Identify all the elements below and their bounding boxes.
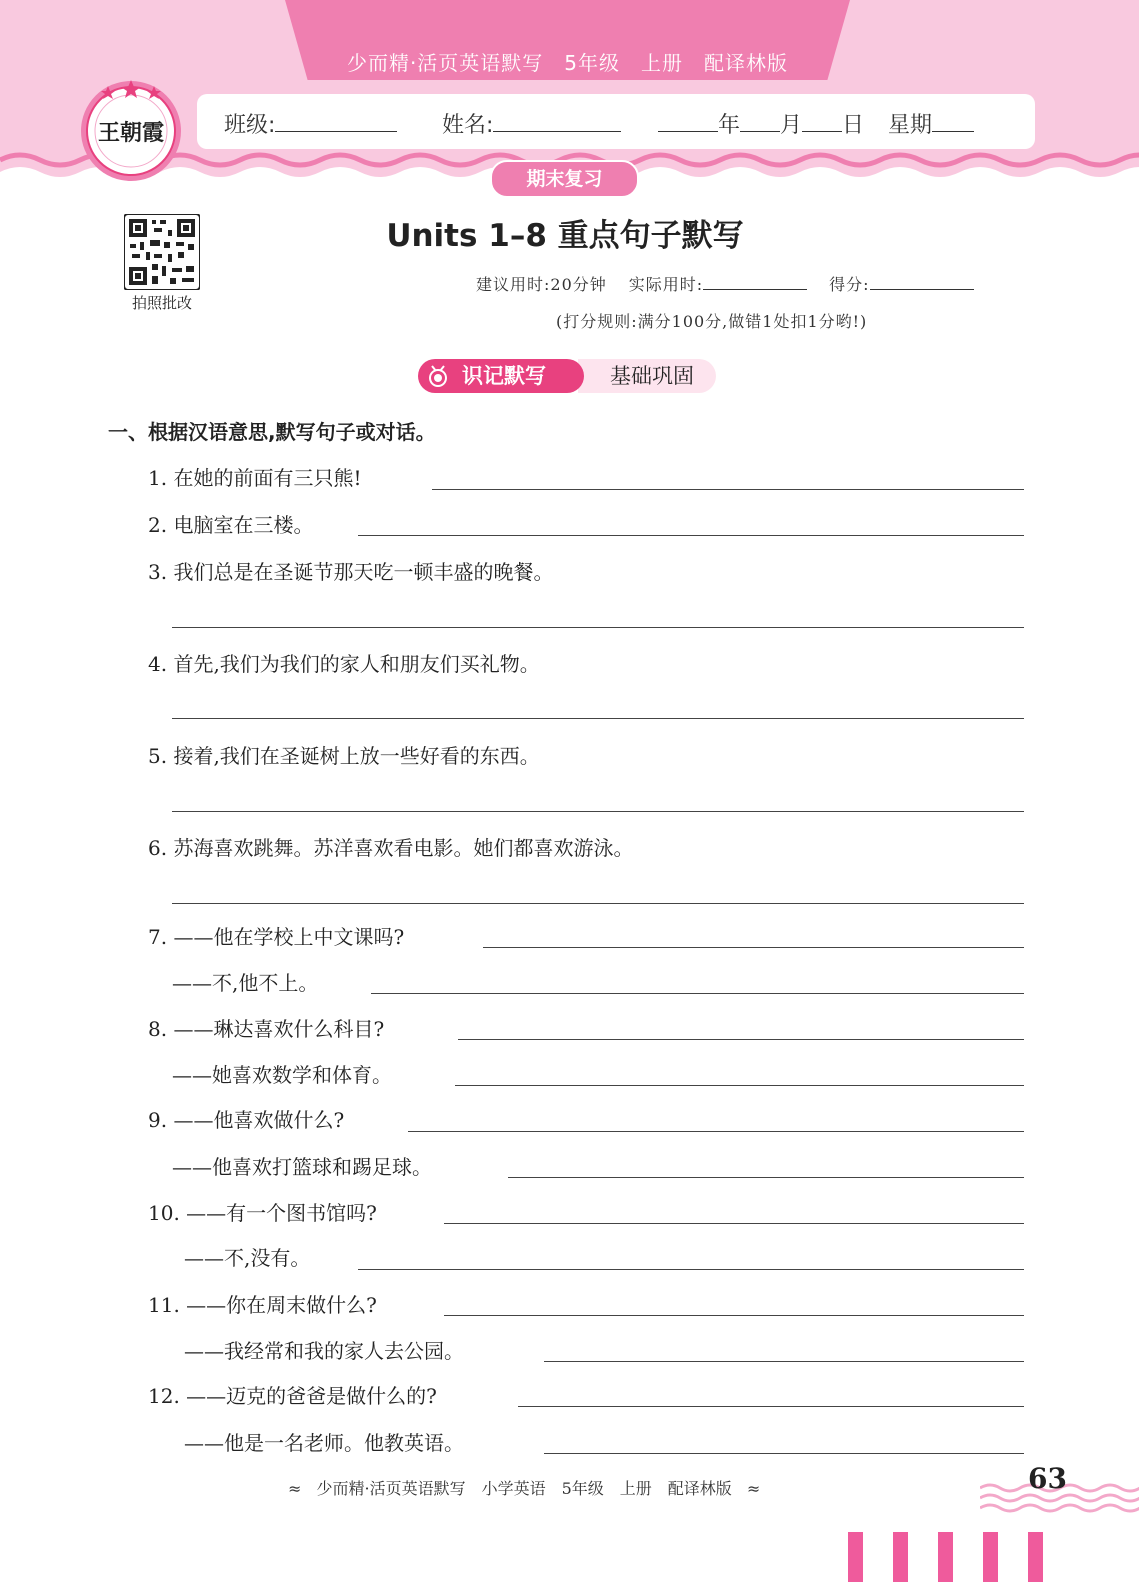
timing-row xyxy=(476,272,974,295)
exercise-instruction: 一、根据汉语意思,默写句子或对话。 xyxy=(108,420,436,444)
question-1: 1. 在她的前面有三只熊! xyxy=(148,466,362,490)
question-10b: ——不,没有。 xyxy=(184,1246,311,1270)
tag-main-label: 识记默写 xyxy=(462,364,546,388)
tag-main xyxy=(418,359,584,393)
answer-line-1[interactable] xyxy=(432,489,1024,490)
footer-bar xyxy=(983,1532,998,1582)
score-label: 得分: xyxy=(829,275,870,294)
tag-sub xyxy=(578,359,716,393)
question-7b: ——不,他不上。 xyxy=(172,971,319,995)
class-field[interactable] xyxy=(224,108,397,139)
weekday-label: 星期 xyxy=(888,113,933,138)
page-number: 63 xyxy=(1028,1462,1067,1495)
question-4: 4. 首先,我们为我们的家人和朋友们买礼物。 xyxy=(148,652,540,676)
footer-bar xyxy=(848,1532,863,1582)
answer-line-8b[interactable] xyxy=(455,1085,1024,1086)
day-label: 日 xyxy=(842,113,865,138)
question-12b: ——他是一名老师。他教英语。 xyxy=(184,1431,464,1455)
question-9b: ——他喜欢打篮球和踢足球。 xyxy=(172,1155,432,1179)
question-12a: 12. ——迈克的爸爸是做什么的? xyxy=(148,1384,437,1408)
answer-line-2[interactable] xyxy=(358,535,1024,536)
month-blank[interactable] xyxy=(740,111,780,132)
answer-line-5[interactable] xyxy=(172,811,1024,812)
question-3: 3. 我们总是在圣诞节那天吃一顿丰盛的晚餐。 xyxy=(148,560,554,584)
question-2: 2. 电脑室在三楼。 xyxy=(148,513,314,537)
name-label: 姓名: xyxy=(442,113,494,138)
answer-line-8a[interactable] xyxy=(458,1039,1024,1040)
section-name-pill: 期末复习 xyxy=(490,160,639,198)
name-field[interactable] xyxy=(442,108,621,139)
question-11b: ——我经常和我的家人去公园。 xyxy=(184,1339,464,1363)
answer-line-11b[interactable] xyxy=(544,1361,1024,1362)
answer-line-7b[interactable] xyxy=(371,993,1024,994)
answer-line-9a[interactable] xyxy=(408,1131,1024,1132)
scoring-rules: (打分规则:满分100分,做错1处扣1分哟!) xyxy=(556,312,868,331)
qr-code-icon[interactable] xyxy=(124,214,200,290)
question-9a: 9. ——他喜欢做什么? xyxy=(148,1108,345,1132)
actual-time-blank[interactable] xyxy=(703,275,807,290)
year-label: 年 xyxy=(718,113,741,138)
publisher-logo-icon xyxy=(78,78,184,184)
weekday-blank[interactable] xyxy=(932,111,974,132)
question-11a: 11. ——你在周末做什么? xyxy=(148,1293,377,1317)
answer-line-9b[interactable] xyxy=(508,1177,1024,1178)
series-title: 少而精·活页英语默写 5年级 上册 配译林版 xyxy=(346,51,789,75)
date-field[interactable] xyxy=(658,108,974,139)
answer-line-6[interactable] xyxy=(172,903,1024,904)
question-5: 5. 接着,我们在圣诞树上放一些好看的东西。 xyxy=(148,744,540,768)
logo-text: 王朝霞 xyxy=(97,120,165,146)
footer-series-text: ≈ 少而精·活页英语默写 小学英语 5年级 上册 配译林版 ≈ xyxy=(288,1479,761,1498)
question-8a: 8. ——琳达喜欢什么科目? xyxy=(148,1017,385,1041)
footer-bars-decoration xyxy=(848,1532,1048,1582)
answer-line-7a[interactable] xyxy=(483,947,1024,948)
question-6: 6. 苏海喜欢跳舞。苏洋喜欢看电影。她们都喜欢游泳。 xyxy=(148,836,634,860)
day-blank[interactable] xyxy=(802,111,842,132)
answer-line-11a[interactable] xyxy=(444,1315,1024,1316)
suggested-time: 建议用时:20分钟 xyxy=(476,275,607,294)
footer-bar xyxy=(1028,1532,1043,1582)
tag-sub-label: 基础巩固 xyxy=(610,364,694,388)
question-10a: 10. ——有一个图书馆吗? xyxy=(148,1201,377,1225)
name-blank[interactable] xyxy=(493,111,621,132)
medal-icon xyxy=(426,364,450,388)
qr-label: 拍照批改 xyxy=(131,294,192,312)
answer-line-10a[interactable] xyxy=(444,1223,1024,1224)
question-8b: ——她喜欢数学和体育。 xyxy=(172,1063,392,1087)
answer-line-10b[interactable] xyxy=(358,1269,1024,1270)
class-blank[interactable] xyxy=(275,111,397,132)
month-label: 月 xyxy=(780,113,803,138)
answer-line-3[interactable] xyxy=(172,627,1024,628)
class-label: 班级: xyxy=(224,113,276,138)
answer-line-4[interactable] xyxy=(172,718,1024,719)
page-title: Units 1–8 重点句子默写 xyxy=(386,218,744,254)
score-blank[interactable] xyxy=(870,275,974,290)
question-7a: 7. ——他在学校上中文课吗? xyxy=(148,925,405,949)
actual-time-label: 实际用时: xyxy=(628,275,704,294)
year-blank[interactable] xyxy=(658,111,718,132)
answer-line-12a[interactable] xyxy=(518,1406,1024,1407)
footer-bar xyxy=(938,1532,953,1582)
answer-line-12b[interactable] xyxy=(544,1453,1024,1454)
footer-bar xyxy=(893,1532,908,1582)
